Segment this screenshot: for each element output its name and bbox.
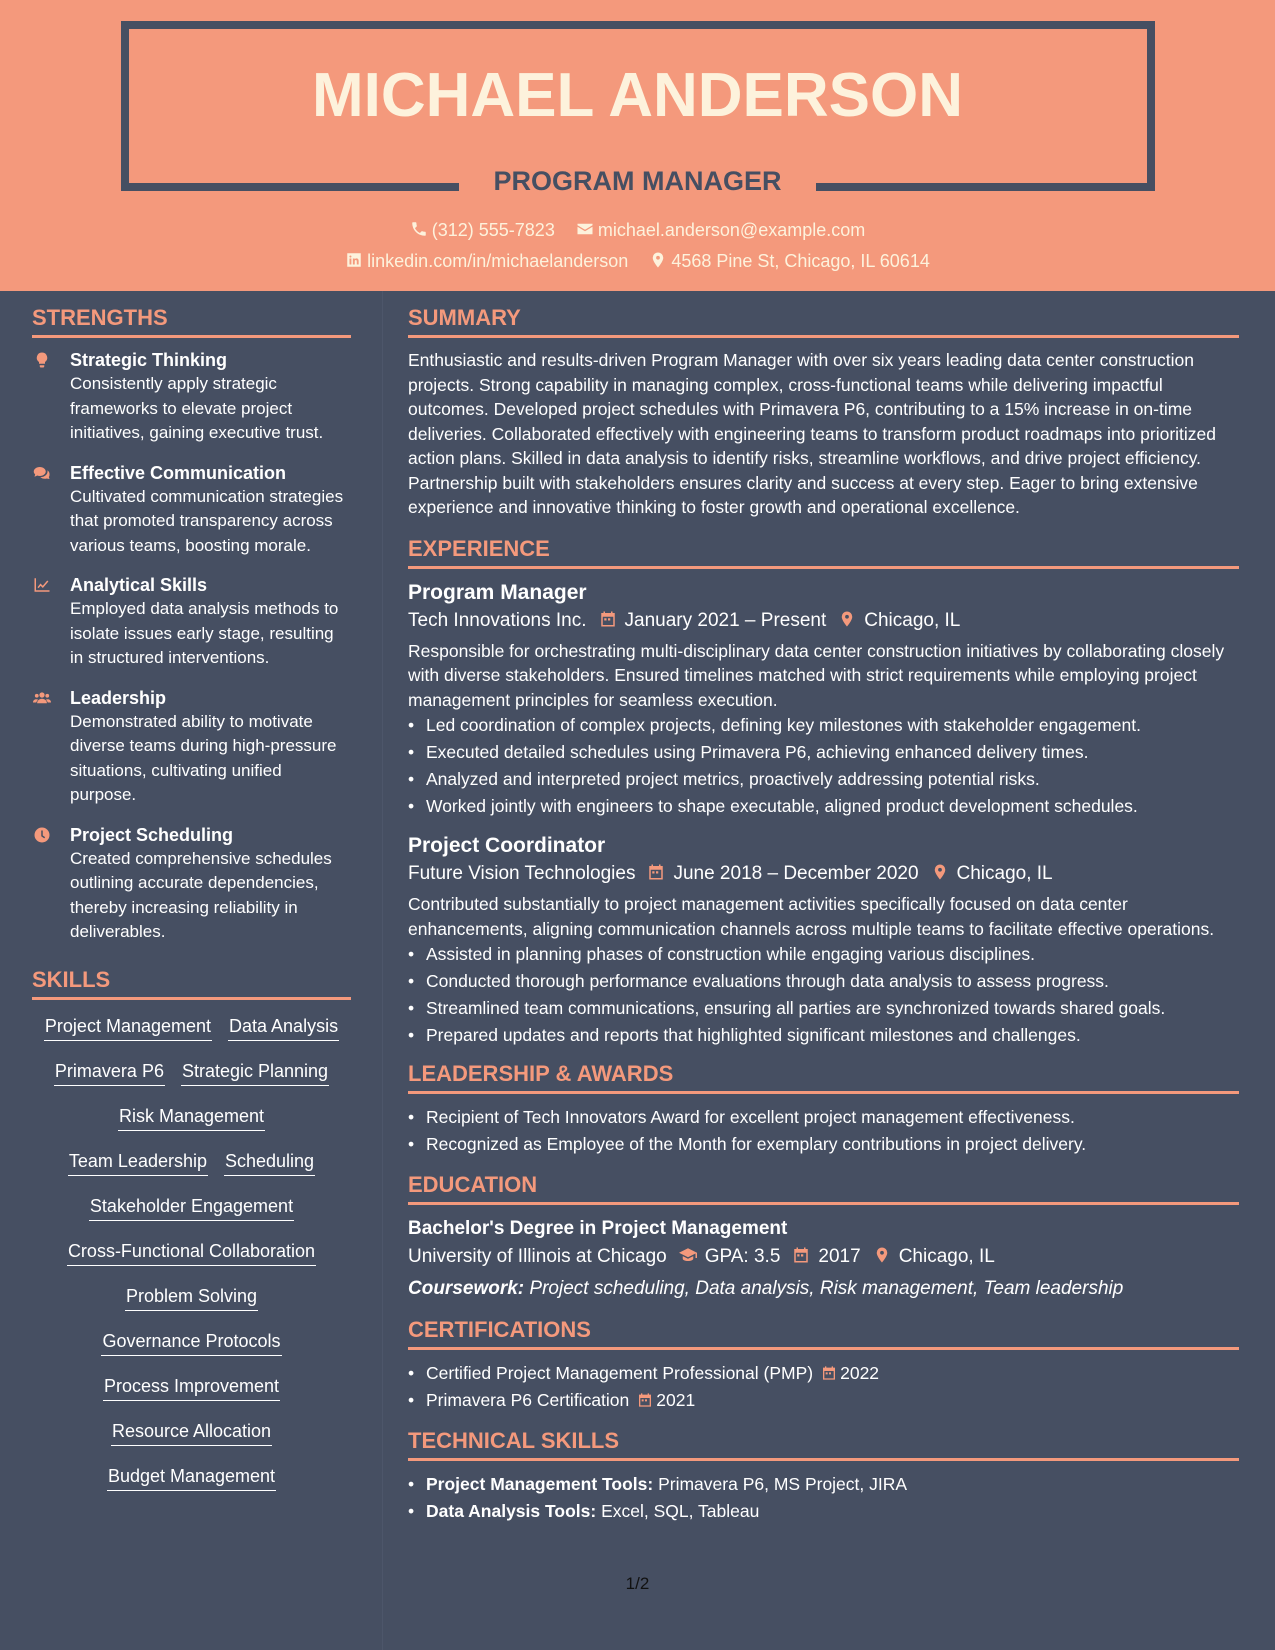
strength-item (32, 686, 351, 808)
strength-item (32, 823, 351, 945)
awards-list (408, 1104, 1239, 1158)
job-dates: January 2021 – Present (624, 609, 827, 631)
strength-desc: Consistently apply strategic frameworks to elevate project initiatives, gaining executive trust. (70, 374, 324, 442)
cert-name: Primavera P6 Certification (426, 1390, 630, 1410)
calendar-icon (821, 1365, 837, 1381)
strength-item (32, 461, 351, 559)
skill-tag: Scheduling (224, 1149, 315, 1176)
job-bullets (408, 712, 1239, 820)
coursework-label: Coursework: (408, 1278, 525, 1299)
list-item: • Led coordination of complex projects, defining key milestones with stakeholder engagement. (408, 712, 1239, 739)
gpa-text: GPA: 3.5 (704, 1246, 781, 1267)
job-title: PROGRAM MANAGER (493, 166, 782, 196)
experience-title: EXPERIENCE (408, 536, 1239, 569)
strength-desc: Created comprehensive schedules outlining accurate dependencies, thereby increasing reliability in deliverables. (70, 848, 332, 941)
strength-desc: Demonstrated ability to motivate diverse teams during high-pressure situations, cultivating unified purpose. (70, 711, 337, 804)
awards-title: LEADERSHIP & AWARDS (408, 1061, 1239, 1094)
resume-header (0, 0, 1275, 291)
coursework (408, 1275, 1239, 1303)
certifications-list (408, 1360, 1239, 1414)
list-item: • Worked jointly with engineers to shape executable, aligned product development schedules. (408, 793, 1239, 820)
contact-row-1 (0, 220, 1275, 241)
linkedin-icon (345, 251, 363, 269)
list-item: • Prepared updates and reports that highlighted significant milestones and challenges. (408, 1022, 1239, 1049)
candidate-name: MICHAEL ANDERSON (311, 61, 964, 130)
job-location: Chicago, IL (864, 609, 961, 631)
job-description: Contributed substantially to project management activities specifically focused on data center enhancements, aligning communication channels across multiple teams to facilitate effective operations. (408, 894, 1215, 939)
tech-skill-label: Project Management Tools: (426, 1474, 654, 1494)
skill-tag: Project Management (44, 1014, 212, 1041)
comments-icon (32, 464, 52, 482)
phone-item[interactable] (410, 220, 555, 241)
tech-skill-value: Primavera P6, MS Project, JIRA (658, 1474, 908, 1494)
summary-text: Enthusiastic and results-driven Program Manager with over six years leading data center construction projects. Strong capability in managing complex, cross-functional teams while delivering impactful outcomes. Developed project schedules with Primavera P6, contributing to a 15% increase in on-time deliveries. Collaborated effectively with engineering teams to transform product roadmaps into prioritized action plans. Skilled in data analysis to identify risks, streamline workflows, and drive project efficiency. Partnership built with stakeholders ensures clarity and success at every step. Eager to bring extensive experience and innovative thinking to foster growth and operational excellence. (408, 350, 1216, 517)
skills-title: SKILLS (32, 967, 351, 1000)
phone-text: (312) 555-7823 (431, 220, 555, 240)
address-text: 4568 Pine St, Chicago, IL 60614 (671, 251, 930, 271)
list-item (408, 1387, 1239, 1414)
email-item[interactable] (576, 220, 865, 241)
lightbulb-icon (32, 351, 52, 369)
graduation-year: 2017 (818, 1246, 861, 1267)
skill-tag: Governance Protocols (101, 1329, 281, 1356)
email-text: michael.anderson@example.com (597, 220, 866, 240)
strengths-title: STRENGTHS (32, 305, 351, 338)
tech-skill-value: Excel, SQL, Tableau (601, 1501, 760, 1521)
job-meta (408, 607, 1239, 635)
strength-title: Effective Communication (70, 462, 287, 483)
map-pin-icon (931, 863, 949, 881)
summary-title: SUMMARY (408, 305, 1239, 338)
coursework-text: Project scheduling, Data analysis, Risk management, Team leadership (529, 1278, 1124, 1299)
strength-title: Project Scheduling (70, 824, 234, 845)
clock-icon (32, 826, 52, 844)
skill-tag: Cross-Functional Collaboration (67, 1239, 316, 1266)
strength-desc: Employed data analysis methods to isolate issues early stage, resulting in structured interventions. (70, 599, 339, 667)
job-location: Chicago, IL (956, 863, 1053, 884)
job-dates: June 2018 – December 2020 (673, 863, 919, 884)
job-meta (408, 860, 1239, 888)
list-item: • Executed detailed schedules using Primavera P6, achieving enhanced delivery times. (408, 739, 1239, 766)
skills-list (32, 1010, 351, 1509)
job-entry (408, 832, 1239, 1049)
list-item (408, 1360, 1239, 1387)
skill-tag: Stakeholder Engagement (89, 1194, 294, 1221)
skill-tag: Team Leadership (68, 1149, 208, 1176)
linkedin-item[interactable] (345, 251, 628, 272)
cert-year: 2022 (840, 1363, 880, 1383)
skill-tag: Resource Allocation (111, 1419, 272, 1446)
list-item: • Assisted in planning phases of construction while engaging various disciplines. (408, 941, 1239, 968)
technical-skills-title: TECHNICAL SKILLS (408, 1428, 1239, 1461)
job-role: Program Manager (408, 580, 587, 604)
map-pin-icon (873, 1246, 891, 1264)
chart-line-icon (32, 576, 52, 594)
column-divider (382, 291, 383, 1650)
list-item: • Conducted thorough performance evaluations through data analysis to assess progress. (408, 968, 1239, 995)
list-item: • Recipient of Tech Innovators Award for excellent project management effectiveness. (408, 1104, 1239, 1131)
skill-tag: Data Analysis (228, 1014, 339, 1041)
left-column (32, 305, 351, 1509)
page-number: 1/2 (625, 1574, 650, 1593)
right-column (408, 305, 1239, 1525)
skill-tag: Budget Management (107, 1464, 276, 1491)
company-name: Tech Innovations Inc. (408, 609, 587, 631)
map-pin-icon (649, 251, 667, 269)
certifications-title: CERTIFICATIONS (408, 1317, 1239, 1350)
job-bullets (408, 941, 1239, 1049)
contact-row-2 (0, 251, 1275, 272)
envelope-icon (576, 220, 594, 238)
strength-title: Leadership (70, 687, 167, 708)
company-name: Future Vision Technologies (408, 863, 636, 884)
calendar-icon (792, 1246, 810, 1264)
linkedin-text: linkedin.com/in/michaelanderson (367, 251, 629, 271)
calendar-icon (599, 610, 617, 628)
strength-title: Strategic Thinking (70, 350, 228, 370)
users-icon (32, 689, 52, 707)
skill-tag: Strategic Planning (181, 1059, 329, 1086)
address-item (649, 251, 930, 272)
education-location: Chicago, IL (898, 1246, 995, 1267)
skill-tag: Primavera P6 (54, 1059, 165, 1086)
degree-name: Bachelor's Degree in Project Management (408, 1218, 788, 1239)
calendar-icon (647, 863, 665, 881)
tech-skill-label: Data Analysis Tools: (426, 1501, 597, 1521)
phone-icon (410, 220, 428, 238)
list-item: • Streamlined team communications, ensuring all parties are synchronized towards shared goals. (408, 995, 1239, 1022)
technical-skills-list (408, 1471, 1239, 1525)
strength-item (32, 348, 351, 446)
strength-item (32, 573, 351, 671)
job-entry (408, 579, 1239, 821)
education-title: EDUCATION (408, 1172, 1239, 1205)
skill-tag: Process Improvement (103, 1374, 280, 1401)
calendar-icon (637, 1392, 653, 1408)
skill-tag: Problem Solving (125, 1284, 258, 1311)
job-role: Project Coordinator (408, 834, 606, 857)
cert-year: 2021 (656, 1390, 696, 1410)
strength-title: Analytical Skills (70, 575, 208, 595)
education-meta (408, 1243, 1239, 1271)
job-description: Responsible for orchestrating multi-disciplinary data center construction initiatives by collaborating closely with diverse stakeholders. Ensured timelines matched with strict requirements while employing project management principles for seamless execution. (408, 640, 1225, 710)
list-item: • Analyzed and interpreted project metrics, proactively addressing potential risks. (408, 766, 1239, 793)
skill-tag: Risk Management (118, 1104, 265, 1131)
list-item (408, 1471, 1239, 1498)
school-name: University of Illinois at Chicago (408, 1246, 667, 1267)
list-item: • Recognized as Employee of the Month for exemplary contributions in project delivery. (408, 1131, 1239, 1158)
graduation-cap-icon (679, 1246, 697, 1264)
cert-name: Certified Project Management Professional (PMP) (426, 1363, 814, 1383)
map-pin-icon (838, 610, 856, 628)
list-item (408, 1498, 1239, 1525)
strength-desc: Cultivated communication strategies that promoted transparency across various teams, boosting morale. (70, 486, 344, 555)
